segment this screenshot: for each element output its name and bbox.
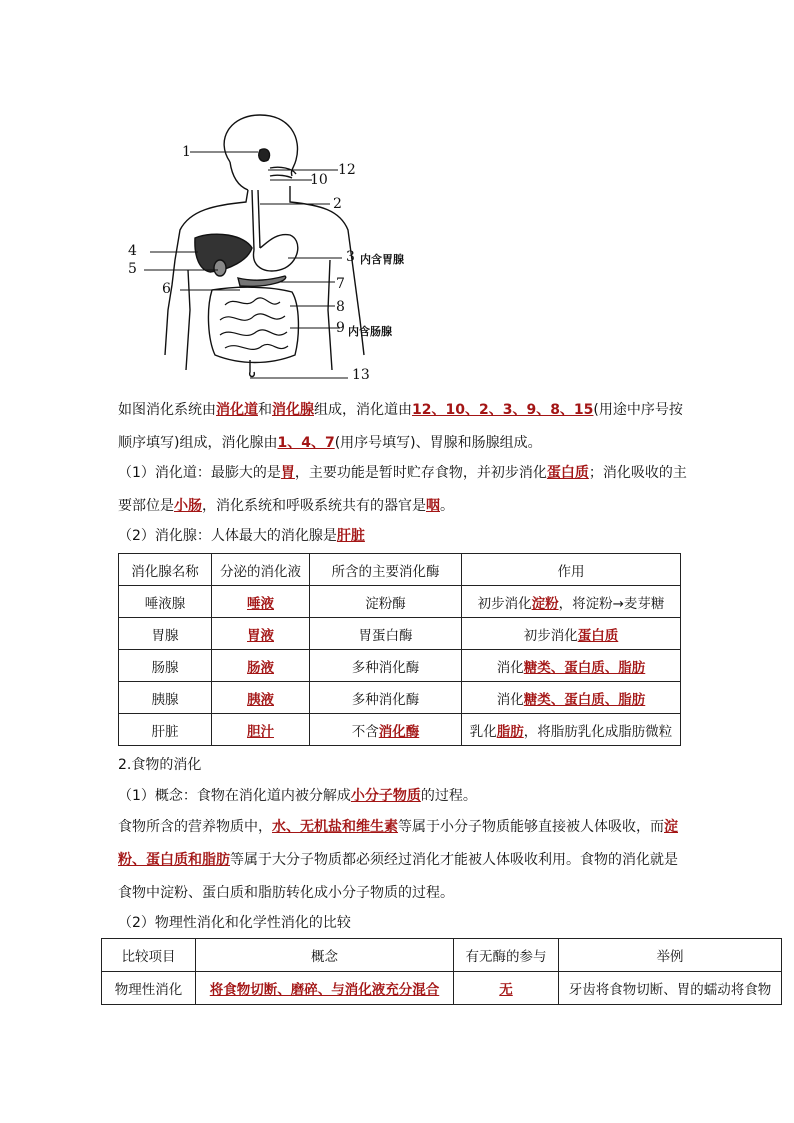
label-5: 5 (128, 261, 137, 277)
digestive-gland-table (118, 553, 681, 746)
concept-answer: 将食物切断、磨碎、与消化液充分混合 (209, 982, 440, 998)
header-cell: 所含的主要消化酶 (310, 554, 462, 586)
text: (用序号填写)、胃腺和肠腺组成。 (334, 435, 542, 451)
function: 初步消化 (523, 627, 578, 644)
table-row (119, 586, 681, 618)
header-cell: 消化腺名称 (119, 554, 212, 586)
table-header-row (102, 939, 782, 972)
header-cell: 作用 (462, 554, 681, 586)
text: 组成，消化道由 (314, 402, 412, 418)
nutrients-paragraph (118, 811, 680, 910)
juice: 胰液 (247, 691, 274, 708)
function-rest: ，将脂肪乳化成脂肪微粒 (523, 723, 673, 740)
tract-paragraph (118, 457, 688, 523)
enzyme-answer: 无 (499, 982, 513, 998)
function-answer: 糖类、蛋白质、脂肪 (523, 691, 646, 708)
label-10: 10 (310, 172, 328, 188)
function: 乳化 (469, 723, 497, 740)
label-3: 3 (346, 249, 355, 265)
label-2: 2 (333, 196, 342, 212)
text: 等属于小分子物质能够直接被人体吸收，而 (398, 819, 664, 835)
table-row (119, 650, 681, 682)
label-12: 12 (338, 162, 356, 178)
gland-name: 胰腺 (119, 682, 212, 714)
text: (用途中序号按顺序填写)组成，消化腺由 (118, 402, 683, 451)
compare-item: 物理性消化 (102, 972, 196, 1005)
answer-stomach: 胃 (280, 465, 295, 481)
answer-small-intestine: 小肠 (174, 498, 202, 514)
text: （2）消化腺：人体最大的消化腺是 (118, 528, 337, 544)
example: 牙齿将食物切断、胃的蠕动将食物 (559, 972, 782, 1005)
answer-tract-sequence: 12、10、2、3、9、8、15 (412, 402, 594, 418)
digestive-figure (120, 110, 420, 390)
gland-name: 胃腺 (119, 618, 212, 650)
label-13: 13 (352, 367, 370, 383)
juice: 肠液 (247, 659, 274, 676)
text: 等属于大分子物质都必须经过消化才能被人体吸收利用。食物的消化就是食物中淀粉、蛋白质和脂肪转化成小分子物质的过程。 (118, 852, 678, 901)
header-cell: 概念 (196, 939, 454, 972)
text: 的过程。 (420, 788, 477, 804)
function-answer: 脂肪 (496, 723, 524, 740)
enzyme: 淀粉酶 (365, 595, 406, 612)
function: 消化 (496, 659, 524, 676)
label-4: 4 (128, 243, 137, 259)
table-row (119, 618, 681, 650)
table-row (102, 972, 782, 1005)
enzyme: 多种消化酶 (351, 659, 420, 676)
table-header-row (119, 554, 681, 586)
answer-large-nutrients: 淀粉、蛋白质和脂肪 (118, 819, 678, 868)
gland-name: 唾液腺 (119, 586, 212, 618)
intestinal-gland-label: 内含肠腺 (348, 325, 392, 338)
text: ，主要功能是暂时贮存食物，并初步消化 (294, 465, 547, 481)
concept-line (118, 780, 688, 813)
header-cell: 分泌的消化液 (212, 554, 310, 586)
juice: 胆汁 (247, 723, 274, 740)
text: 。 (440, 498, 454, 514)
enzyme: 不含 (351, 723, 379, 740)
label-9: 9 (336, 320, 345, 336)
function: 初步消化 (477, 595, 532, 612)
text: （1）消化道：最膨大的是 (118, 465, 281, 481)
gastric-gland-label: 内含胃腺 (360, 253, 404, 266)
intro-paragraph (118, 394, 688, 460)
answer-pharynx: 咽 (426, 498, 440, 514)
digestion-compare-table (101, 938, 782, 1005)
enzyme-answer: 消化酶 (378, 723, 420, 740)
digestive-system-diagram (120, 110, 420, 390)
function-answer: 淀粉 (531, 595, 559, 612)
header-cell: 有无酶的参与 (454, 939, 559, 972)
answer-digestive-tract: 消化道 (216, 402, 258, 418)
text: 和 (258, 402, 272, 418)
table-row (119, 682, 681, 714)
answer-digestive-gland: 消化腺 (272, 402, 314, 418)
label-6: 6 (162, 281, 171, 297)
answer-liver: 肝脏 (336, 528, 365, 544)
header-cell: 比较项目 (102, 939, 196, 972)
text: （1）概念：食物在消化道内被分解成 (118, 788, 351, 804)
answer-small-nutrients: 水、无机盐和维生素 (272, 819, 398, 835)
answer-small-molecule: 小分子物质 (350, 788, 421, 804)
function-rest: ，将淀粉→麦芽糖 (558, 595, 665, 612)
glands-line (118, 520, 688, 553)
gland-name: 肝脏 (119, 714, 212, 746)
function: 消化 (496, 691, 524, 708)
label-8: 8 (336, 299, 345, 315)
text: 如图消化系统由 (118, 402, 216, 418)
function-answer: 糖类、蛋白质、脂肪 (523, 659, 646, 676)
table-row (119, 714, 681, 746)
section-title: 2.食物的消化 (118, 757, 202, 773)
text: 食物所含的营养物质中， (118, 819, 272, 835)
label-7: 7 (336, 276, 345, 292)
function-answer: 蛋白质 (577, 627, 619, 644)
text: ；消化吸收的主要部位是 (118, 465, 687, 514)
text: ，消化系统和呼吸系统共有的器官是 (202, 498, 426, 514)
header-cell: 举例 (559, 939, 782, 972)
gland-name: 肠腺 (119, 650, 212, 682)
enzyme: 多种消化酶 (351, 691, 420, 708)
answer-gland-numbers: 1、4、7 (277, 435, 335, 451)
juice: 胃液 (247, 627, 274, 644)
label-1: 1 (182, 144, 191, 160)
compare-line: （2）物理性消化和化学性消化的比较 (118, 915, 351, 931)
enzyme: 胃蛋白酶 (358, 627, 413, 644)
juice: 唾液 (247, 595, 274, 612)
answer-protein: 蛋白质 (546, 465, 589, 481)
